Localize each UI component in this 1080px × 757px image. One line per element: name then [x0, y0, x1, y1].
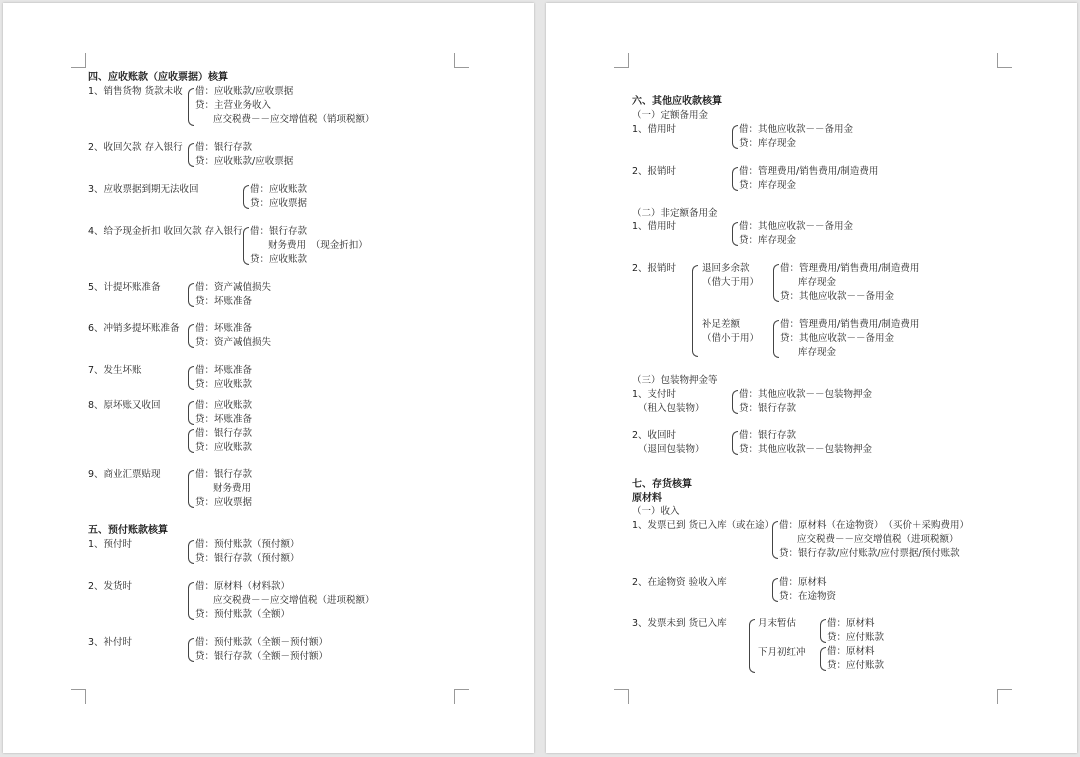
section-title: 四、应收账款（应收票据）核算	[88, 72, 228, 83]
document-page-right	[546, 3, 1077, 753]
entry-line: 借：银行存款	[739, 430, 797, 441]
entry-line: 借：应收账款	[250, 184, 308, 195]
entry-label: 2、收回欠款 存入银行	[88, 142, 183, 153]
entry-line: 借：其他应收款－－包装物押金	[739, 389, 873, 400]
entry-line: 借：其他应收款－－备用金	[739, 124, 854, 135]
entry-line: 贷：主营业务收入	[195, 100, 272, 111]
brace	[188, 429, 194, 453]
entry-line: 财务费用 （现金折扣）	[268, 240, 368, 251]
brace	[732, 125, 738, 149]
entry-label: 2、报销时	[632, 166, 677, 177]
entry-line: 借：原材料（材料款）	[195, 581, 291, 592]
brace	[188, 470, 194, 508]
page-corner-mark	[614, 689, 629, 704]
entry-label: 6、冲销多提坏账准备	[88, 323, 180, 334]
subsection-title: （三）包装物押金等	[632, 375, 718, 386]
entry-line: 库存现金	[798, 277, 837, 288]
brace	[243, 227, 249, 265]
brace	[732, 390, 738, 414]
entry-label: 5、计提坏账准备	[88, 282, 161, 293]
entry-line: 借：银行存款	[195, 142, 253, 153]
entry-line: 借：管理费用/销售费用/制造费用	[780, 263, 920, 274]
brace	[732, 222, 738, 246]
entry-line: 借：银行存款	[195, 428, 253, 439]
entry-line: 贷：银行存款（预付额）	[195, 553, 300, 564]
entry-line: 贷：应收票据	[195, 497, 253, 508]
branch-label: 下月初红冲	[758, 647, 806, 658]
entry-label: 2、发货时	[88, 581, 133, 592]
branch-label: 退回多余款	[702, 263, 750, 274]
brace	[188, 366, 194, 390]
brace	[188, 638, 194, 662]
entry-label: 1、支付时	[632, 389, 677, 400]
entry-line: 借：银行存款	[195, 469, 253, 480]
entry-line: 贷：在途物资	[779, 591, 837, 602]
entry-label: 2、收回时	[632, 430, 677, 441]
brace	[772, 578, 778, 602]
entry-line: 贷：银行存款/应付账款/应付票据/预付账款	[779, 548, 960, 559]
entry-line: 贷：应收票据	[250, 198, 308, 209]
section-title: 七、存货核算	[632, 479, 692, 490]
brace	[692, 265, 698, 357]
entry-line: 财务费用	[213, 483, 252, 494]
entry-line: 借：应收账款/应收票据	[195, 86, 294, 97]
section-title: 五、预付账款核算	[88, 525, 168, 536]
entry-line: 借：预付账款（预付额）	[195, 539, 300, 550]
entry-line: 贷：坏账准备	[195, 296, 253, 307]
branch-sublabel: （借小于用）	[702, 333, 760, 344]
brace	[188, 582, 194, 620]
entry-line: 贷：银行存款（全额－预付额）	[195, 651, 329, 662]
entry-line: 应交税费－－应交增值税（进项税额）	[797, 534, 959, 545]
page-corner-mark	[71, 53, 86, 68]
entry-line: 贷：库存现金	[739, 180, 797, 191]
entry-line: 借：资产减值损失	[195, 282, 272, 293]
page-corner-mark	[454, 53, 469, 68]
entry-line: 贷：预付账款（全额）	[195, 609, 291, 620]
entry-line: 贷：应付账款	[827, 660, 885, 671]
brace	[188, 401, 194, 425]
entry-line: 贷：其他应收款－－包装物押金	[739, 444, 873, 455]
entry-line: 贷：其他应收款－－备用金	[780, 333, 895, 344]
branch-sublabel: （借大于用）	[702, 277, 760, 288]
entry-line: 借：银行存款	[250, 226, 308, 237]
entry-line: 贷：库存现金	[739, 138, 797, 149]
subsection-title: （二）非定额备用金	[632, 208, 718, 219]
brace	[749, 619, 755, 673]
page-corner-mark	[997, 53, 1012, 68]
brace	[773, 320, 779, 358]
brace	[773, 264, 779, 302]
entry-line: 贷：应收账款	[195, 379, 253, 390]
entry-line: 借：应收账款	[195, 400, 253, 411]
entry-label: 1、借用时	[632, 124, 677, 135]
entry-line: 借：坏账准备	[195, 365, 253, 376]
brace	[188, 283, 194, 307]
entry-line: 借：坏账准备	[195, 323, 253, 334]
document-page-left	[3, 3, 534, 753]
entry-label: 4、给予现金折扣 收回欠款 存入银行	[88, 226, 243, 237]
subsection-title: 原材料	[632, 493, 662, 504]
entry-line: 借：其他应收款－－备用金	[739, 221, 854, 232]
brace	[732, 431, 738, 455]
brace	[188, 88, 194, 126]
brace	[732, 167, 738, 191]
entry-label: 1、预付时	[88, 539, 133, 550]
brace	[772, 521, 778, 559]
entry-label: 2、报销时	[632, 263, 677, 274]
entry-line: 贷：其他应收款－－备用金	[780, 291, 895, 302]
entry-label: 1、借用时	[632, 221, 677, 232]
entry-line: 借：原材料（在途物资） （买价＋采购费用）	[779, 520, 970, 531]
entry-line: 借：预付账款（全额－预付额）	[195, 637, 329, 648]
entry-line: 借：原材料	[779, 577, 827, 588]
entry-line: 应交税费－－应交增值税（销项税额）	[213, 114, 375, 125]
entry-line: 借：原材料	[827, 618, 875, 629]
entry-line: 借：管理费用/销售费用/制造费用	[780, 319, 920, 330]
entry-label: 3、补付时	[88, 637, 133, 648]
entry-sublabel: （租入包装物）	[638, 403, 705, 414]
entry-line: 借：管理费用/销售费用/制造费用	[739, 166, 879, 177]
subsection-title: （一）收入	[632, 506, 680, 517]
brace	[820, 647, 826, 671]
entry-line: 贷：应收账款/应收票据	[195, 156, 294, 167]
brace	[188, 143, 194, 167]
page-corner-mark	[71, 689, 86, 704]
brace	[243, 185, 249, 209]
entry-line: 贷：应付账款	[827, 632, 885, 643]
entry-label: 3、发票未到 货已入库	[632, 618, 727, 629]
entry-label: 9、商业汇票贴现	[88, 469, 161, 480]
subsection-title: （一）定额备用金	[632, 110, 709, 121]
entry-label: 7、发生坏账	[88, 365, 142, 376]
entry-line: 贷：应收账款	[250, 254, 308, 265]
page-corner-mark	[614, 53, 629, 68]
entry-label: 1、发票已到 货已入库（或在途）	[632, 520, 775, 531]
branch-label: 补足差额	[702, 319, 741, 330]
entry-label: 3、应收票据到期无法收回	[88, 184, 199, 195]
entry-line: 贷：库存现金	[739, 235, 797, 246]
entry-label: 2、在途物资 验收入库	[632, 577, 727, 588]
entry-line: 贷：银行存款	[739, 403, 797, 414]
brace	[188, 540, 194, 564]
brace	[820, 619, 826, 643]
page-corner-mark	[454, 689, 469, 704]
entry-line: 贷：应收账款	[195, 442, 253, 453]
entry-label: 1、销售货物 货款未收	[88, 86, 183, 97]
entry-sublabel: （退回包装物）	[638, 444, 705, 455]
branch-label: 月末暂估	[758, 618, 797, 629]
entry-line: 贷：资产减值损失	[195, 337, 272, 348]
entry-label: 8、原坏账又收回	[88, 400, 161, 411]
entry-line: 借：原材料	[827, 646, 875, 657]
entry-line: 库存现金	[798, 347, 837, 358]
brace	[188, 324, 194, 348]
entry-line: 应交税费－－应交增值税（进项税额）	[213, 595, 375, 606]
page-corner-mark	[997, 689, 1012, 704]
section-title: 六、其他应收款核算	[632, 96, 722, 107]
entry-line: 贷：坏账准备	[195, 414, 253, 425]
